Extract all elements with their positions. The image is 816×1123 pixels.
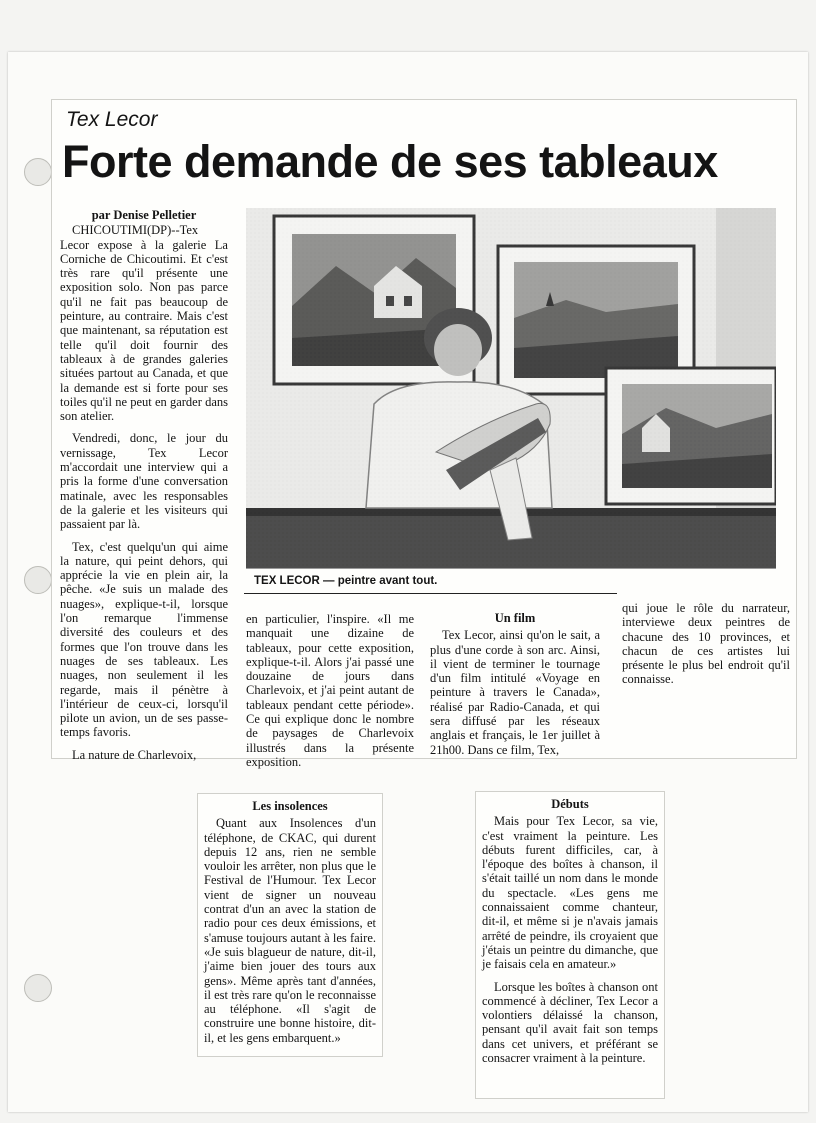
section-subhead-un-film: Un film: [494, 611, 536, 625]
binder-hole-bottom: [24, 974, 52, 1002]
article-paragraph: La nature de Charlevoix,: [72, 747, 197, 762]
article-byline: par Denise Pelletier: [91, 208, 197, 222]
debuts-paragraph: Mais pour Tex Lecor, sa vie, c'est vraiment la peinture. Les débuts furent difficiles, car, à l'époque des boîtes à chanson, il s'était taillé un nom dans le monde du spectacle. «Les gens me connaissaient comme chanteur, dit-il, et même si je n'avais jamais arrêté de peindre, ils croyaient que j'étais un peintre du dimanche, que je faisais cela en amateur.»: [482, 814, 658, 972]
article-paragraph: en particulier, l'inspire. «Il me manquait une dizaine de tableaux, pour cette exposition, explique-t-il. Alors j'ai passé une douzaine de jours dans Charlevoix, et j'ai peint autant de tableaux pendant cette période». Ce qui explique donc le nombre de paysages de Charlevoix illustrés dans la présente exposition.: [246, 612, 414, 769]
article-column-2: [246, 612, 414, 777]
article-column-4: [622, 601, 790, 695]
caption-rule: [244, 593, 617, 594]
article-column-3: [430, 611, 600, 765]
article-paragraph: CHICOUTIMI(DP)--Tex Lecor expose à la galerie La Corniche de Chicoutimi. Et c'est très rare qu'il présente une exposition solo. Non pas parce qu'il ne fait pas beaucoup de peinture, au contraire. Mais c'est que maintenant, sa réputation est telle qu'il doit fournir des tableaux à de grandes galeries situées partout au Canada, et que la demande est si forte pour ses toiles qu'il ne peut en garder dans son atelier.: [60, 223, 228, 424]
debuts-column: [482, 797, 658, 1073]
binder-hole-middle: [24, 566, 52, 594]
photo-tex-lecor-with-paintings: [246, 208, 776, 569]
article-paragraph: qui joue le rôle du narrateur, interviewe deux peintres de chacune des 10 provinces, et chacun de ces artistes lui présente le plus bel endroit qu'il connaisse.: [622, 601, 790, 687]
article-paragraph: Tex, c'est quelqu'un qui aime la nature, qui peint dehors, qui apprécie la vie en plein air, la pêche. «Je suis un malade des nuages», explique-t-il, lorsque l'on remarque l'immense diversité des couleurs et des formes que l'on trouve dans les nuages de ses tableaux. Les nuages, non seulement il les regarde, mais il pénètre à l'intérieur de ceux-ci, lorsqu'il pilote un avion, un de ses passe-temps favoris.: [60, 539, 228, 740]
debuts-paragraph: Lorsque les boîtes à chanson ont commencé à décliner, Tex Lecor a volontiers délaissé la chanson, pensant qu'il avait fait son temps dans cet univers, et préférant se consacrer vraiment à la peinture.: [482, 979, 658, 1066]
article-kicker: Tex Lecor: [66, 108, 158, 131]
insolences-column: [204, 799, 376, 1053]
article-paragraph: Vendredi, donc, le jour du vernissage, Tex Lecor m'accordait une interview qui a pris la forme d'une conversation matinale, avec les responsables de la galerie et les visiteurs qui passaient par là.: [60, 431, 228, 532]
article-headline: Forte demande de ses tableaux: [62, 136, 718, 187]
article-paragraph: Tex Lecor, ainsi qu'on le sait, a plus d'une corde à son arc. Ainsi, il vient de terminer le tournage d'un film intitulé «Voyage en peinture à travers le Canada», réalisé par Radio-Canada, et qui sera diffusé par les réseaux anglais et français, le 1er juillet à 21h00. Dans ce film, Tex,: [430, 628, 600, 757]
insolences-paragraph: Quant aux Insolences d'un téléphone, de CKAC, qui durent depuis 12 ans, rien ne semble vouloir les arrêter, non plus que le Festival de l'Humour. Tex Lecor vient de signer un nouveau contrat d'un an avec la station de radio pour ces deux émissions, et s'amuse toujours autant à les faire. «Je suis blagueur de nature, dit-il, j'aime bien jouer des tours aux gens». Même après tant d'années, il est très rare qu'on le reconnaisse au téléphone. «Il s'agit de construire une bonne histoire, dit-il, et les gens embarquent.»: [204, 816, 376, 1045]
binder-hole-top: [24, 158, 52, 186]
section-subhead-debuts: Débuts: [551, 797, 589, 811]
photo-caption: TEX LECOR — peintre avant tout.: [254, 575, 438, 587]
photo-illustration: [246, 208, 776, 568]
article-column-1: [60, 208, 228, 770]
section-subhead-insolences: Les insolences: [252, 799, 328, 813]
